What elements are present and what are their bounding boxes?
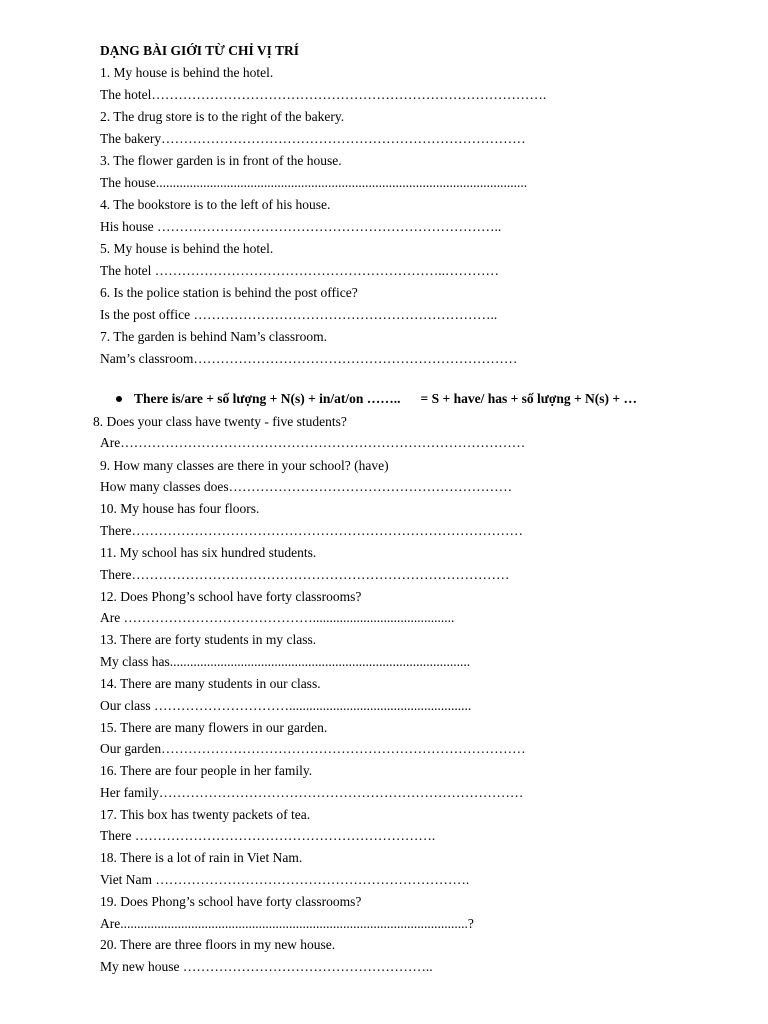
rule-line <box>116 390 637 408</box>
answer-11: There………………………………………………………………………… <box>100 567 510 582</box>
answer-6: Is the post office ………………………………………………………….. <box>100 307 498 322</box>
answer-3: The house.............................................................................................................. <box>100 175 528 190</box>
question-9: 9. How many classes are there in your school? (have) <box>100 458 389 473</box>
answer-5: The hotel ………………………………………………………..………… <box>100 263 499 278</box>
question-12: 12. Does Phong’s school have forty classrooms? <box>100 589 362 604</box>
answer-10: There…………………………………………………………………………… <box>100 523 523 538</box>
question-13: 13. There are forty students in my class. <box>100 632 317 647</box>
question-14: 14. There are many students in our class. <box>100 676 321 691</box>
bullet-icon <box>116 396 122 402</box>
answer-15: Our garden……………………………………………………………………… <box>100 741 526 756</box>
question-6: 6. Is the police station is behind the post office? <box>100 285 358 300</box>
question-8: 8. Does your class have twenty - five students? <box>93 414 347 429</box>
answer-4: His house ………………………………………………………………….. <box>100 219 502 234</box>
answer-16: Her family……………………………………………………………………… <box>100 785 524 800</box>
question-3: 3. The flower garden is in front of the house. <box>100 153 342 168</box>
question-2: 2. The drug store is to the right of the bakery. <box>100 109 345 124</box>
question-7: 7. The garden is behind Nam’s classroom. <box>100 329 327 344</box>
question-11: 11. My school has six hundred students. <box>100 545 317 560</box>
answer-13: My class has......................................................................................... <box>100 654 471 669</box>
question-20: 20. There are three floors in my new house. <box>100 937 336 952</box>
rule-left: There is/are + số lượng + N(s) + in/at/on …….. <box>134 391 401 406</box>
question-10: 10. My house has four floors. <box>100 501 260 516</box>
question-15: 15. There are many flowers in our garden. <box>100 720 328 735</box>
answer-12: Are …………………………………….......................................... <box>100 610 455 625</box>
answer-8: Are……………………………………………………………………………… <box>100 435 526 450</box>
answer-2: The bakery……………………………………………………………………… <box>100 131 526 146</box>
answer-18: Viet Nam ……………………………………………………………. <box>100 872 470 887</box>
answer-14: Our class …………………………...................................................... <box>100 698 472 713</box>
question-18: 18. There is a lot of rain in Viet Nam. <box>100 850 303 865</box>
answer-9: How many classes does……………………………………………………… <box>100 479 513 494</box>
page-title: DẠNG BÀI GIỚI TỪ CHỈ VỊ TRÍ <box>100 43 300 58</box>
question-17: 17. This box has twenty packets of tea. <box>100 807 311 822</box>
question-4: 4. The bookstore is to the left of his house. <box>100 197 331 212</box>
answer-1: The hotel……………………………………………………………………………. <box>100 87 547 102</box>
answer-7: Nam’s classroom……………………………………………………………… <box>100 351 518 366</box>
answer-20: My new house ……………………………………………….. <box>100 959 433 974</box>
question-5: 5. My house is behind the hotel. <box>100 241 274 256</box>
question-19: 19. Does Phong’s school have forty classrooms? <box>100 894 362 909</box>
question-1: 1. My house is behind the hotel. <box>100 65 274 80</box>
answer-19: Are.......................................................................................................? <box>100 916 474 931</box>
answer-17: There …………………………………………………………. <box>100 828 436 843</box>
rule-right: = S + have/ has + số lượng + N(s) + … <box>420 391 637 406</box>
question-16: 16. There are four people in her family. <box>100 763 313 778</box>
